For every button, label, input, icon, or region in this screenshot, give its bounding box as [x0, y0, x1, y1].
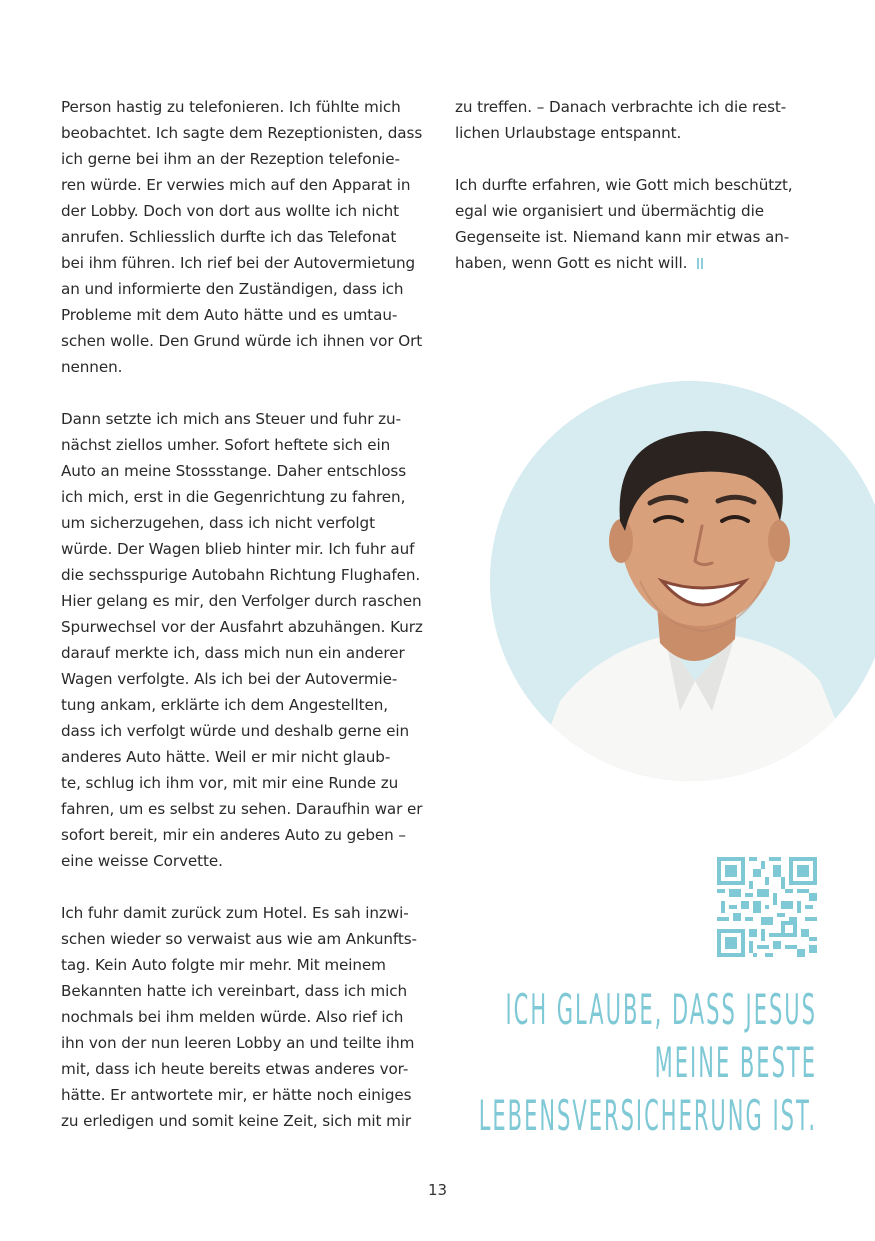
text-line: egal wie organisiert und übermächtig die — [455, 202, 764, 220]
text-line: nennen. — [61, 358, 123, 376]
text-line: nochmals bei ihm melden würde. Also rief ich — [61, 1008, 404, 1026]
text-line: tung ankam, erklärte ich dem Angestellten, — [61, 696, 389, 714]
text-line: Ich durfte erfahren, wie Gott mich beschützt, — [455, 176, 793, 194]
paragraph-3 — [61, 900, 426, 1134]
text-line: darauf merkte ich, dass mich nun ein anderer — [61, 644, 405, 662]
paragraph-4 — [455, 94, 795, 146]
text-line: bei ihm führen. Ich rief bei der Autovermietung — [61, 254, 416, 272]
pause-bars-icon — [697, 258, 704, 269]
text-line: Auto an meine Stossstange. Daher entschloss — [61, 462, 407, 480]
paragraph-2 — [61, 406, 426, 874]
text-line: schen wieder so verwaist aus wie am Ankunfts- — [61, 930, 417, 948]
text-line: würde. Der Wagen blieb hinter mir. Ich fuhr auf — [61, 540, 415, 558]
qr-code-icon[interactable] — [717, 857, 817, 957]
text-line: ich gerne bei ihm an der Rezeption telefonie- — [61, 150, 400, 168]
text-line: mit, dass ich heute bereits etwas anderes vor- — [61, 1060, 409, 1078]
text-line: zu treffen. – Danach verbrachte ich die rest- — [455, 98, 787, 116]
text-line: Gegenseite ist. Niemand kann mir etwas an- — [455, 228, 790, 246]
page-number: 13 — [427, 1181, 448, 1199]
left-text-column — [61, 94, 426, 1160]
text-line: lichen Urlaubstage entspannt. — [455, 124, 682, 142]
text-line-content: haben, wenn Gott es nicht will. — [455, 254, 688, 272]
text-line: fahren, um es selbst zu sehen. Daraufhin war er — [61, 800, 423, 818]
portrait-photo — [490, 381, 875, 781]
text-line: Bekannten hatte ich vereinbart, dass ich mich — [61, 982, 407, 1000]
text-line: eine weisse Corvette. — [61, 852, 223, 870]
text-line: schen wolle. Den Grund würde ich ihnen vor Ort — [61, 332, 423, 350]
text-line: nächst ziellos umher. Sofort heftete sich ein — [61, 436, 391, 454]
text-line: um sicherzugehen, dass ich nicht verfolgt — [61, 514, 375, 532]
text-line — [455, 250, 795, 276]
text-line: ich mich, erst in die Gegenrichtung zu fahren, — [61, 488, 406, 506]
portrait-illustration — [490, 381, 875, 781]
text-line: ren würde. Er verwies mich auf den Apparat in — [61, 176, 411, 194]
text-line: beobachtet. Ich sagte dem Rezeptionisten, dass — [61, 124, 423, 142]
text-line: dass ich verfolgt würde und deshalb gerne ein — [61, 722, 410, 740]
text-line: zu erledigen und somit keine Zeit, sich mit mir — [61, 1112, 412, 1130]
text-line: anrufen. Schliesslich durfte ich das Telefonat — [61, 228, 397, 246]
paragraph-5 — [455, 172, 795, 276]
text-line: Spurwechsel vor der Ausfahrt abzuhängen. Kurz — [61, 618, 423, 636]
text-line: te, schlug ich ihm vor, mit mir eine Runde zu — [61, 774, 399, 792]
text-line: Probleme mit dem Auto hätte und es umtau- — [61, 306, 398, 324]
text-line: Dann setzte ich mich ans Steuer und fuhr zu- — [61, 410, 401, 428]
text-line: tag. Kein Auto folgte mir mehr. Mit meinem — [61, 956, 386, 974]
pull-quote-line: LEBENSVERSICHERUNG IST. — [478, 1091, 817, 1140]
text-line: der Lobby. Doch von dort aus wollte ich nicht — [61, 202, 400, 220]
pull-quote-line: ICH GLAUBE, DASS JESUS — [505, 985, 817, 1034]
text-line: sofort bereit, mir ein anderes Auto zu geben – — [61, 826, 406, 844]
text-line: ihn von der nun leeren Lobby an und teilte ihm — [61, 1034, 415, 1052]
text-line: Person hastig zu telefonieren. Ich fühlte mich — [61, 98, 401, 116]
text-line: Ich fuhr damit zurück zum Hotel. Es sah inzwi- — [61, 904, 409, 922]
text-line: hätte. Er antwortete mir, er hätte noch einiges — [61, 1086, 412, 1104]
text-line: die sechsspurige Autobahn Richtung Flughafen. — [61, 566, 421, 584]
text-line: Wagen verfolgte. Als ich bei der Autovermie- — [61, 670, 398, 688]
text-line: an und informierte den Zuständigen, dass ich — [61, 280, 404, 298]
text-line: anderes Auto hätte. Weil er mir nicht glaub- — [61, 748, 391, 766]
pull-quote-line: MEINE BESTE — [654, 1038, 817, 1087]
right-text-column — [455, 94, 795, 302]
text-line: Hier gelang es mir, den Verfolger durch raschen — [61, 592, 422, 610]
paragraph-1 — [61, 94, 426, 380]
pull-quote — [457, 983, 817, 1142]
